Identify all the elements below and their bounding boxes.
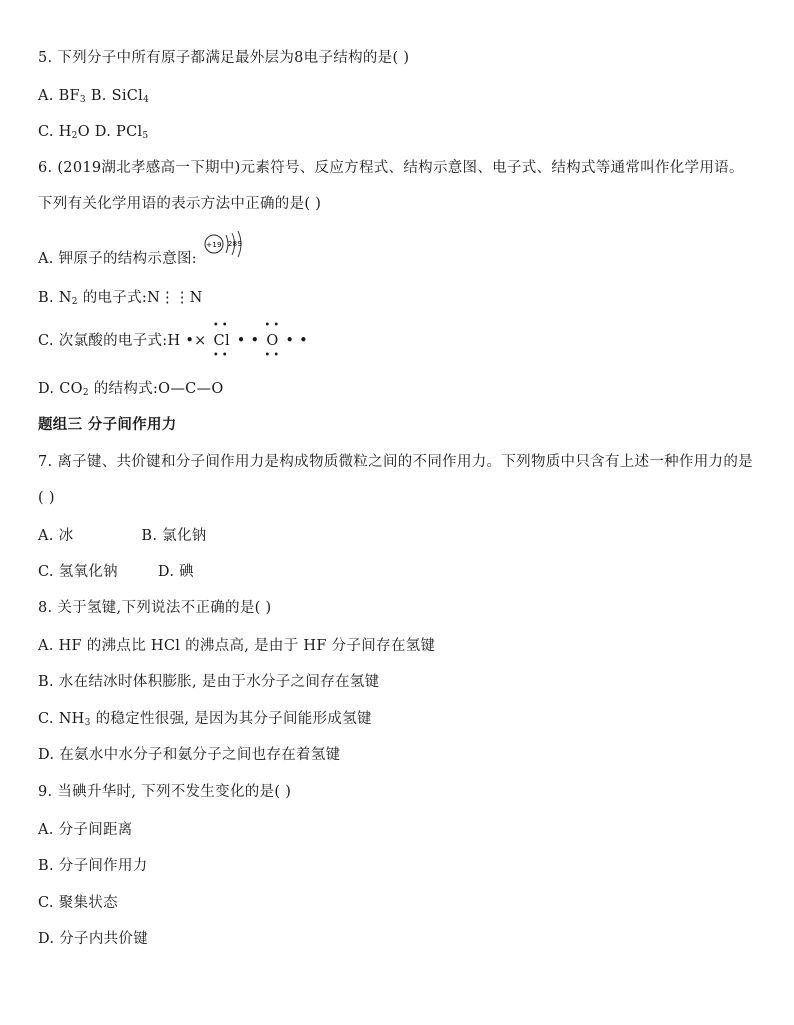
q8-option-b: B. 水在结冰时体积膨胀, 是由于水分子之间存在氢键 (38, 674, 380, 690)
q6-stem: 6. (2019湖北孝感高一下期中)元素符号、反应方程式、结构示意图、电子式、结构式等通常叫作化学用语。下列有关化学用语的表示方法中正确的是( ) (38, 160, 744, 212)
q6-option-d: D. $CO_2$ 的结构式:O—C—O (38, 381, 224, 398)
potassium-atom-structure-diagram (202, 231, 250, 265)
q8-option-a: A. HF 的沸点比 HCl 的沸点高, 是由于 HF 分子间存在氢键 (38, 638, 436, 654)
q9-stem: 9. 当碘升华时, 下列不发生变化的是( ) (38, 784, 292, 800)
q5-option-c: C. $H_2O$ (38, 124, 90, 141)
q7-options-ab (38, 526, 207, 546)
q7-stem: 7. 离子键、共价键和分子间作用力是构成物质微粒之间的不同作用力。下列物质中只含有上述一种作用力的是 ( ) (38, 454, 753, 506)
q9-option-d: D. 分子内共价键 (38, 931, 149, 947)
q6-option-a: A. 钾原子的结构示意图: +19 289 (38, 249, 250, 269)
section-heading: 题组三 分子间作用力 (38, 417, 177, 433)
q7-options-cd (38, 562, 194, 582)
q5-option-d: D. PCl$_5$ (89, 124, 149, 141)
q7-option-c: C. 氢氧化钠 (38, 564, 118, 580)
shell-electrons: 289 (227, 240, 243, 248)
q7-option-d: D. 碘 (157, 564, 194, 580)
q9-option-b: B. 分子间作用力 (38, 858, 148, 874)
q5-options-ab (38, 86, 149, 110)
q9-option-c: C. 聚集状态 (38, 895, 118, 911)
o-lewis-symbol: •• O •• (264, 320, 283, 361)
q7-option-a: A. 冰 (38, 528, 74, 544)
q8-option-c: C. $NH_3$ 的稳定性很强, 是因为其分子间能形成氢键 (38, 711, 372, 728)
q9-option-a: A. 分子间距离 (38, 822, 133, 838)
q5-option-a: A. $BF_3$ (38, 88, 86, 105)
q5-option-b: B. SiCl$_4$ (85, 88, 150, 105)
q5-options-cd (38, 122, 148, 146)
q7-option-b: B. 氯化钠 (141, 528, 207, 544)
q6-option-b: B. $N_2$ 的电子式:N⋮⋮N (38, 290, 203, 307)
q8-option-d: D. 在氨水中水分子和氨分子之间也存在着氢键 (38, 747, 341, 763)
q5-stem: 5. 下列分子中所有原子都满足最外层为8电子结构的是( ) (38, 50, 410, 66)
q6-option-c: C. 次氯酸的电子式:H •× •• Cl •• • • •• O •• • • (38, 320, 309, 361)
cl-lewis-symbol: •• Cl •• (212, 320, 231, 361)
nucleus-charge: +19 (206, 241, 222, 249)
q8-stem: 8. 关于氢键,下列说法不正确的是( ) (38, 600, 272, 616)
